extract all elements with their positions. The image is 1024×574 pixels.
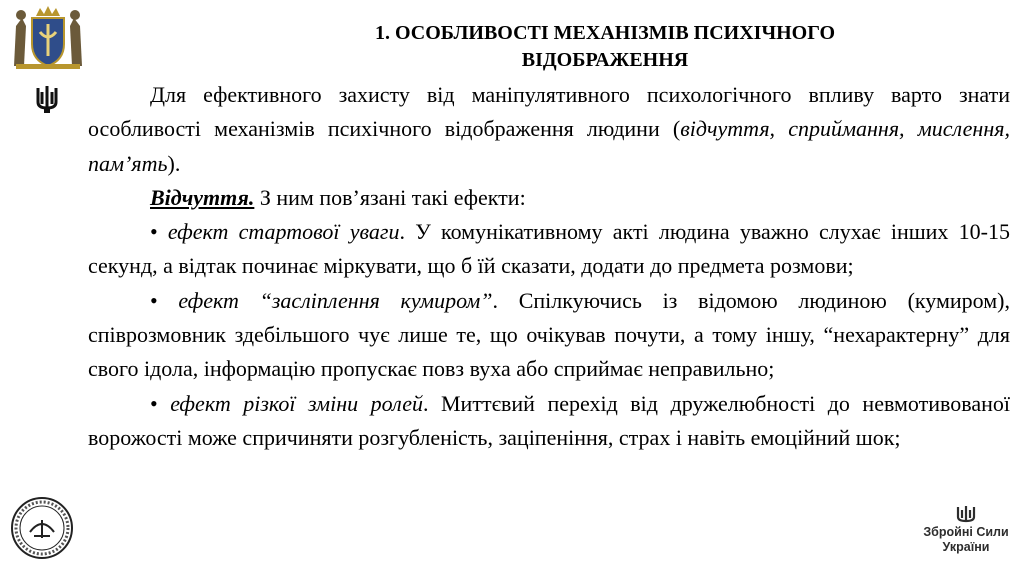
- intro-paragraph: [88, 78, 1010, 181]
- section-heading-rest: З ним пов’язані такі ефекти:: [254, 184, 526, 210]
- armed-forces-logo: [916, 505, 1016, 565]
- bullet-text: . Спілкуючись із відомою людиною (кумиром), співрозмовник здебільшого чує лише те, що очікував почути, а тому іншу, “нехарактерну” для свого ідола, інформацію пропускає повз вуха або сприймає неправильно;: [88, 287, 1011, 382]
- trident-icon: [34, 84, 60, 114]
- intro-text: Для ефективного захисту від маніпулятивного психологічного впливу варто знати особливості механізмів психічного відображення людини (: [88, 82, 1010, 142]
- logo-text-line-2: України: [942, 540, 990, 554]
- coat-of-arms-icon: [6, 4, 90, 72]
- section-heading: Відчуття.: [150, 184, 255, 210]
- bullet-text: . У комунікативному акті людина уважно слухає інших 10-15 секунд, а відтак починає міркувати, що б їй сказати, додати до предмета розмови;: [88, 219, 1010, 279]
- bullet-icon: •: [150, 287, 158, 313]
- bullet-item: [88, 215, 1010, 284]
- bullet-term: ефект “засліплення кумиром”: [178, 287, 493, 313]
- bullet-icon: •: [150, 219, 158, 245]
- page-title: [200, 20, 1010, 74]
- trident-icon: [955, 505, 977, 525]
- bullet-term: ефект різкої зміни ролей: [170, 390, 423, 416]
- section-heading-paragraph: [88, 181, 1010, 215]
- intro-italic-list: відчуття, сприймання, мислення, пам’ять: [88, 116, 1010, 176]
- title-line-1: 1. ОСОБЛИВОСТІ МЕХАНІЗМІВ ПСИХІЧНОГО: [374, 22, 836, 44]
- bullet-term: ефект стартової уваги: [167, 219, 400, 245]
- bullet-item: [88, 387, 1010, 456]
- bullet-icon: •: [150, 390, 158, 416]
- bullet-item: [88, 284, 1010, 387]
- round-seal-icon: [10, 496, 74, 560]
- bullet-text: . Миттєвий перехід від дружелюбності до невмотивованої ворожості може спричиняти розгубленість, заціпеніння, страх і навіть емоційний шок;: [88, 390, 1010, 450]
- logo-text-line-1: Збройні Сили: [923, 525, 1009, 539]
- slide-body: [88, 78, 1010, 455]
- title-line-2: ВІДОБРАЖЕННЯ: [521, 49, 689, 71]
- intro-end: ).: [167, 150, 181, 176]
